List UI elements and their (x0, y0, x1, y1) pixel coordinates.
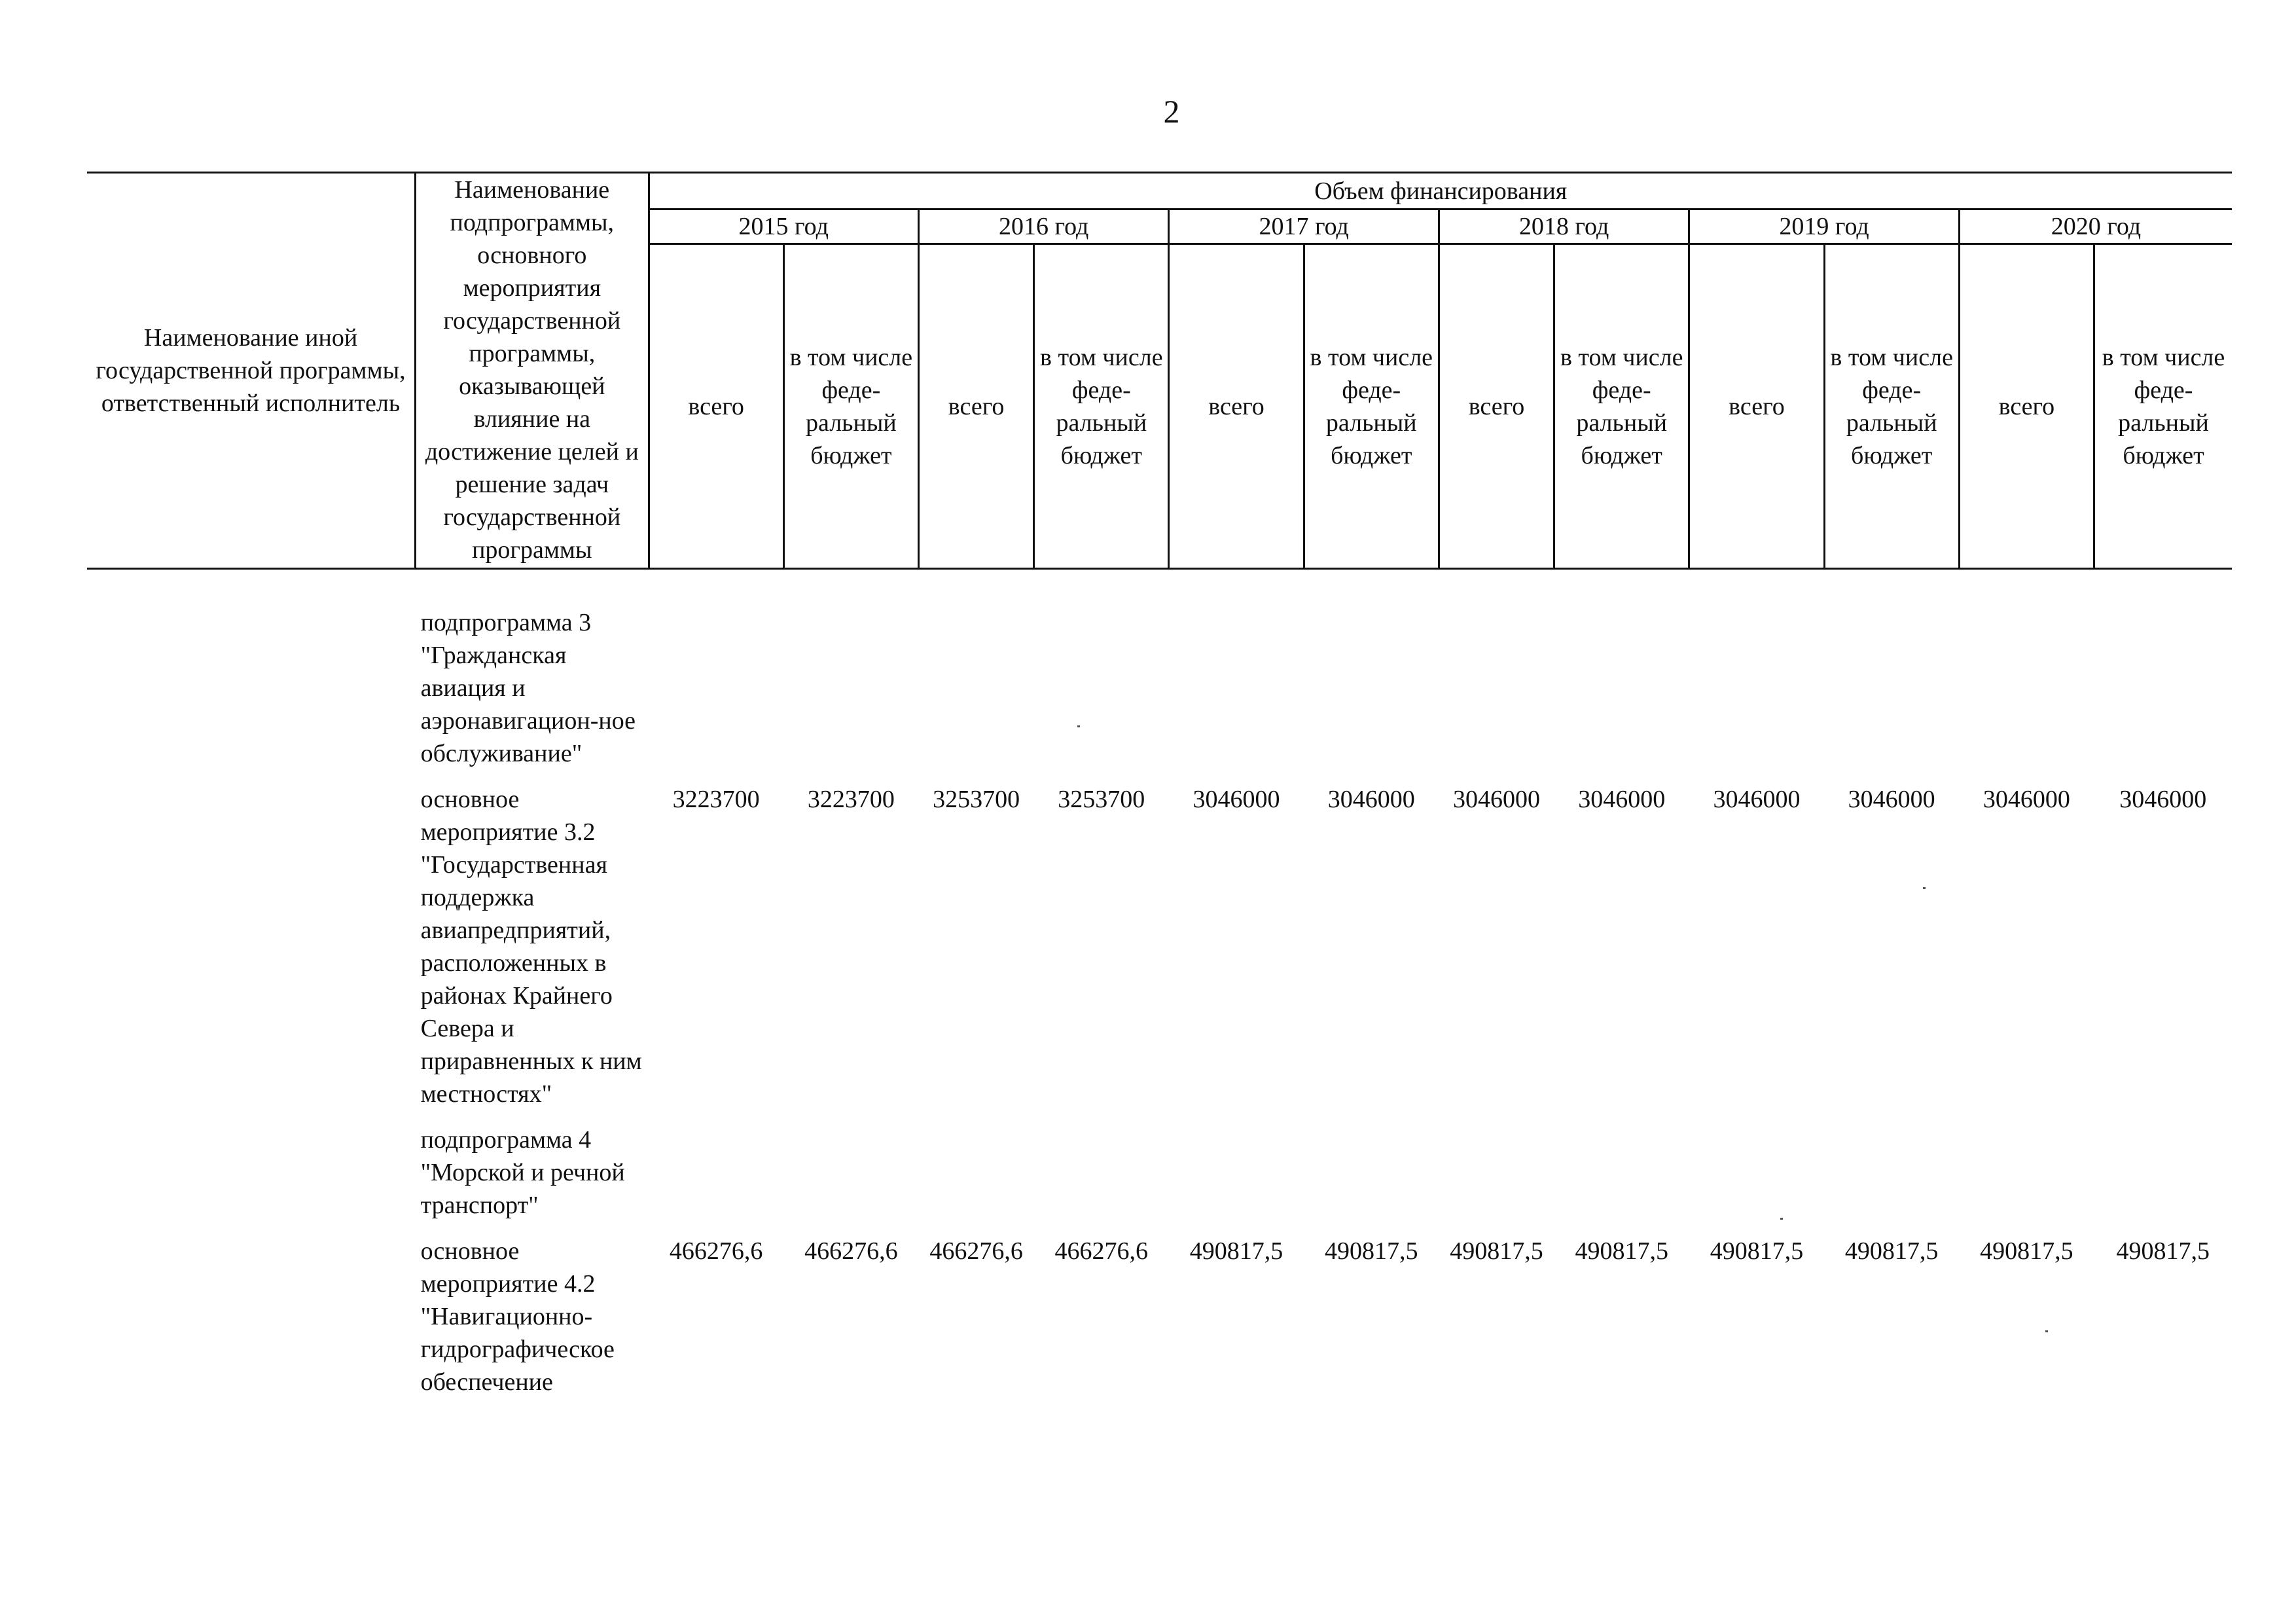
header-year-2018: 2018 год (1439, 210, 1689, 244)
value-2017-total: 3046000 (1193, 786, 1280, 813)
table-row (87, 1235, 2232, 1398)
value-2017-federal: 3046000 (1327, 786, 1415, 813)
value-2016-federal: 466276,6 (1054, 1237, 1149, 1265)
header-total: всего (1169, 244, 1304, 569)
value-2015-total: 466276,6 (669, 1237, 763, 1265)
value-2020-federal: 3046000 (2119, 786, 2207, 813)
value-2017-federal: 490817,5 (1325, 1237, 1418, 1265)
scan-speck (2045, 1330, 2048, 1332)
header-federal: в том числе феде-ральный бюджет (783, 244, 918, 569)
table-row (87, 783, 2232, 1110)
header-total: всего (918, 244, 1033, 569)
header-total: всего (1689, 244, 1824, 569)
header-financing: Объем финансирования (649, 173, 2232, 210)
value-2019-federal: 490817,5 (1844, 1237, 1939, 1265)
header-year-2019: 2019 год (1689, 210, 1959, 244)
scan-speck (1077, 725, 1080, 727)
value-2020-total: 3046000 (1982, 786, 2070, 813)
header-year-2017: 2017 год (1169, 210, 1439, 244)
scan-speck (1780, 1218, 1783, 1220)
header-total: всего (1959, 244, 2094, 569)
value-2015-total: 3223700 (672, 786, 760, 813)
header-subprogram: Наименование подпрограммы, основного мероприятия государственной программы, оказывающей влияние на достижение целей и решение задач государственной программы (416, 173, 649, 569)
header-federal: в том числе феде-ральный бюджет (1034, 244, 1169, 569)
financing-table (87, 172, 2232, 1398)
header-year-2020: 2020 год (1959, 210, 2232, 244)
value-2018-total: 490817,5 (1450, 1237, 1543, 1265)
row-name: основное мероприятие 3.2 "Государственная поддержка авиапредприятий, расположенных в районах Крайнего Севера и приравненных к ним местностях" (420, 786, 642, 1108)
row-name: подпрограмма 4 "Морской и речной транспорт" (420, 1126, 625, 1219)
header-year-2016: 2016 год (918, 210, 1168, 244)
header-executor: Наименование иной государственной программы, ответственный исполнитель (87, 173, 416, 569)
row-name: подпрограмма 3 "Гражданская авиация и аэронавигацион-ное обслуживание" (420, 609, 636, 767)
value-2018-total: 3046000 (1452, 786, 1540, 813)
value-2018-federal: 490817,5 (1575, 1237, 1668, 1265)
table-row (87, 606, 2232, 770)
header-total: всего (649, 244, 783, 569)
table-row (87, 1123, 2232, 1222)
header-federal: в том числе феде-ральный бюджет (1304, 244, 1439, 569)
value-2018-federal: 3046000 (1578, 786, 1666, 813)
scan-speck (1923, 887, 1926, 889)
value-2015-federal: 3223700 (807, 786, 895, 813)
header-year-2015: 2015 год (649, 210, 918, 244)
value-2019-total: 490817,5 (1710, 1237, 1804, 1265)
value-2016-total: 466276,6 (929, 1237, 1023, 1265)
value-2020-total: 490817,5 (1980, 1237, 2073, 1265)
value-2019-federal: 3046000 (1848, 786, 1935, 813)
value-2019-total: 3046000 (1713, 786, 1801, 813)
header-federal: в том числе феде-ральный бюджет (2094, 244, 2232, 569)
value-2016-total: 3253700 (933, 786, 1020, 813)
header-federal: в том числе феде-ральный бюджет (1824, 244, 1959, 569)
row-name: основное мероприятие 4.2 "Навигационно-гидрографическое обеспечение (420, 1237, 615, 1396)
value-2017-total: 490817,5 (1189, 1237, 1283, 1265)
header-federal: в том числе феде-ральный бюджет (1554, 244, 1689, 569)
value-2016-federal: 3253700 (1058, 786, 1145, 813)
value-2020-federal: 490817,5 (2116, 1237, 2210, 1265)
page-number: 2 (1163, 93, 1180, 130)
header-total: всего (1439, 244, 1554, 569)
value-2015-federal: 466276,6 (804, 1237, 898, 1265)
